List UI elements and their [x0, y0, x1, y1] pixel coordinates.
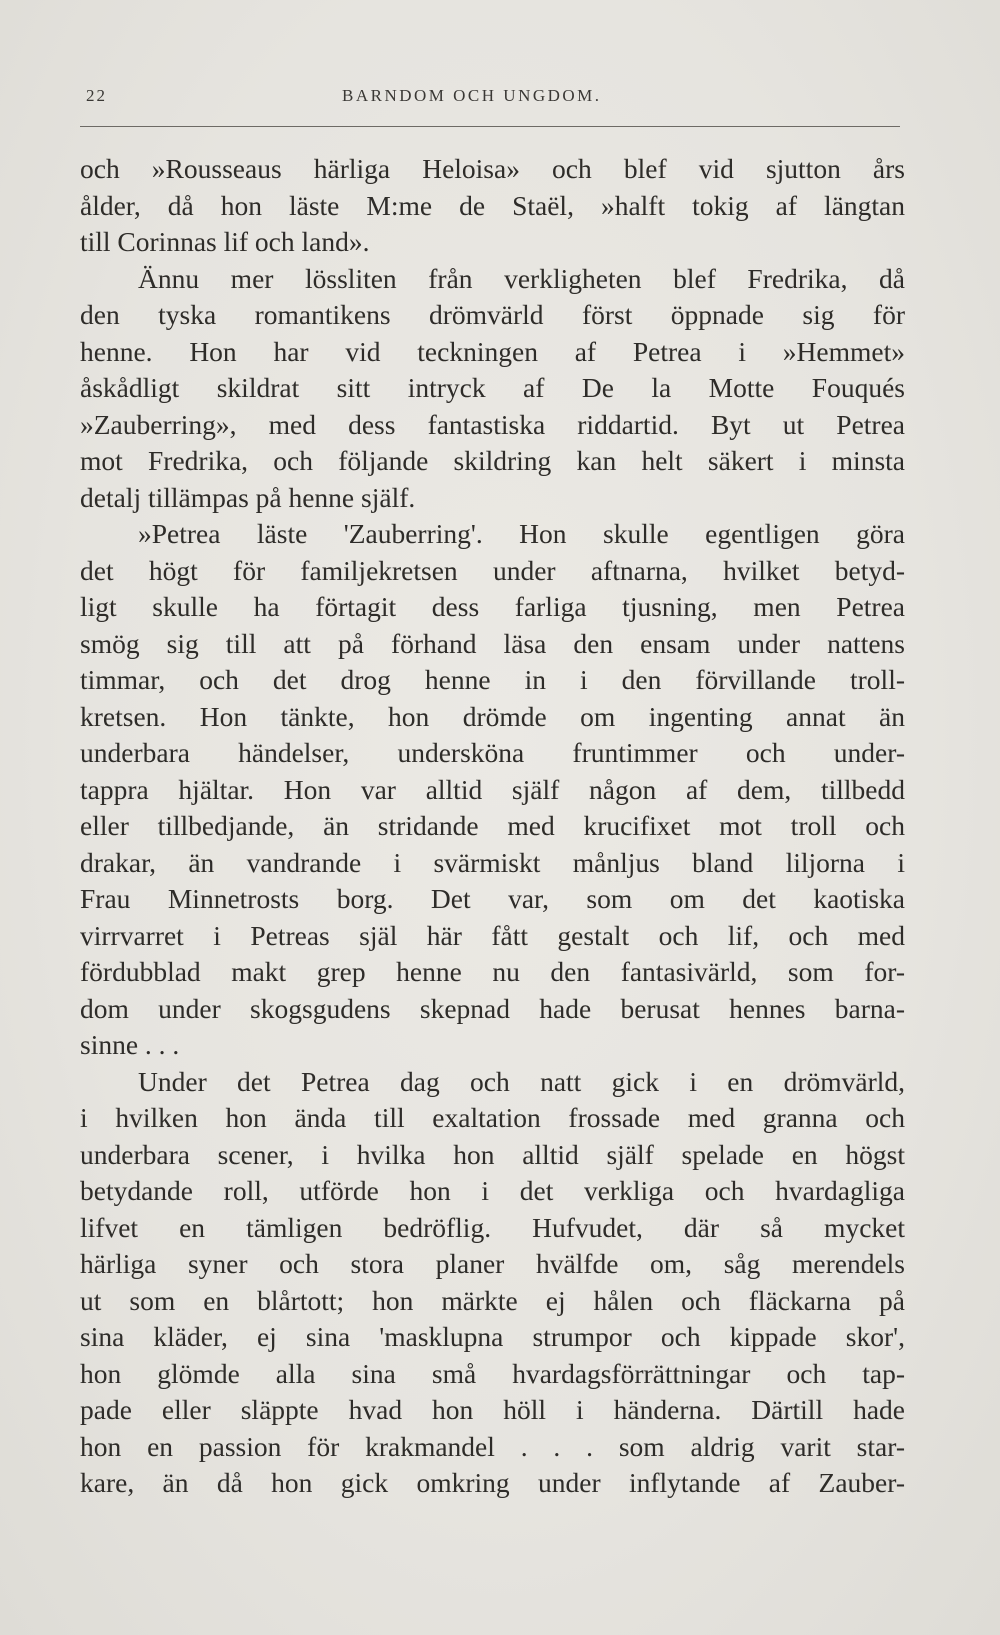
- text-line: Under det Petrea dag och natt gick i en drömvärld,: [138, 1065, 905, 1097]
- text-line: mot Fredrika, och följande skildring kan helt säkert i minsta: [80, 445, 905, 476]
- text-line: underbara händelser, undersköna fruntimmer och under-: [80, 737, 905, 768]
- text-line: hon glömde alla sina små hvardagsförrättningar och tap-: [80, 1357, 905, 1389]
- text-line: »Zauberring», med dess fantastiska riddartid. Byt ut Petrea: [80, 408, 905, 440]
- text-line: pade eller släppte hvad hon höll i händerna. Därtill hade: [80, 1394, 905, 1425]
- text-line: virrvarret i Petreas själ här fått gestalt och lif, och med: [80, 919, 905, 951]
- text-line: Frau Minnetrosts borg. Det var, som om det kaotiska: [80, 883, 905, 914]
- header-rule: [80, 126, 900, 127]
- text-line: dom under skogsgudens skepnad hade berusat hennes barna-: [80, 992, 905, 1024]
- text-line: henne. Hon har vid teckningen af Petrea i »Hemmet»: [80, 335, 905, 367]
- text-line: åskådligt skildrat sitt intryck af De la Motte Fouqués: [80, 372, 905, 403]
- running-head: [84, 86, 900, 112]
- text-line: det högt för familjekretsen under aftnarna, hvilket betyd-: [80, 554, 905, 586]
- text-line: sina kläder, ej sina 'masklupna strumpor och kippade skor',: [80, 1321, 905, 1352]
- text-line: betydande roll, utförde hon i det verkliga och hvardagliga: [80, 1175, 905, 1206]
- page-number: 22: [86, 86, 107, 105]
- text-line: kare, än då hon gick omkring under inflytande af Zauber-: [80, 1467, 905, 1498]
- text-line: timmar, och det drog henne in i den förvillande troll-: [80, 664, 905, 695]
- text-line: och »Rousseaus härliga Heloisa» och blef vid sjutton års: [80, 153, 905, 184]
- text-line: den tyska romantikens drömvärld först öppnade sig för: [80, 299, 905, 330]
- text-line: kretsen. Hon tänkte, hon drömde om ingenting annat än: [80, 700, 905, 732]
- text-line: i hvilken hon ända till exaltation frossade med granna och: [80, 1102, 905, 1133]
- text-line: Ännu mer lössliten från verkligheten blef Fredrika, då: [138, 262, 905, 294]
- text-line: detalj tillämpas på henne själf.: [80, 481, 416, 513]
- running-title: BARNDOM OCH UNGDOM.: [342, 86, 602, 105]
- text-line: lifvet en tämligen bedröflig. Hufvudet, där så mycket: [80, 1211, 905, 1243]
- text-line: »Petrea läste 'Zauberring'. Hon skulle egentligen göra: [138, 518, 905, 549]
- text-line: smög sig till att på förhand läsa den ensam under nattens: [80, 627, 905, 659]
- text-line: underbara scener, i hvilka hon alltid själf spelade en högst: [80, 1138, 905, 1170]
- text-line: drakar, än vandrande i svärmiskt månljus bland liljorna i: [80, 846, 905, 878]
- text-line: hon en passion för krakmandel . . . som aldrig varit star-: [80, 1430, 905, 1462]
- text-line: ligt skulle ha förtagit dess farliga tjusning, men Petrea: [80, 591, 905, 622]
- text-line: ålder, då hon läste M:me de Staël, »halft tokig af längtan: [80, 189, 905, 221]
- text-line: eller tillbedjande, än stridande med krucifixet mot troll och: [80, 810, 905, 841]
- text-line: härliga syner och stora planer hvälfde om, såg merendels: [80, 1248, 905, 1279]
- text-line: tappra hjältar. Hon var alltid själf någon af dem, tillbedd: [80, 773, 905, 805]
- body-text: [80, 151, 905, 1502]
- text-line: ut som en blårtott; hon märkte ej hålen och fläckarna på: [80, 1284, 905, 1316]
- text-line: till Corinnas lif och land».: [80, 226, 370, 257]
- text-line: sinne . . .: [80, 1029, 180, 1060]
- text-line: fördubblad makt grep henne nu den fantasivärld, som for-: [80, 956, 905, 987]
